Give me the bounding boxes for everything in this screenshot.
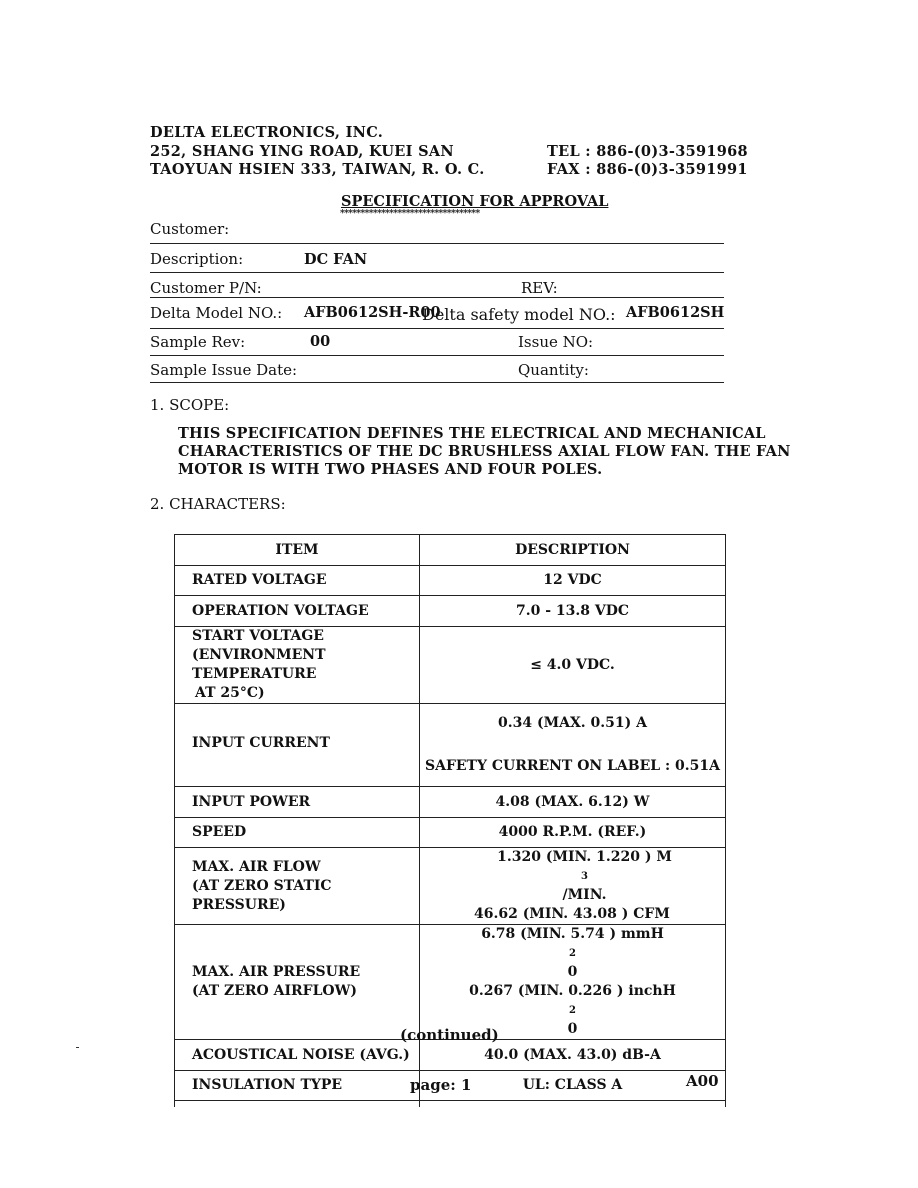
address-line-2: TAOYUAN HSIEN 333, TAIWAN, R. O. C.: [150, 161, 485, 178]
rev-label: REV:: [521, 279, 558, 297]
description-line: 0.34 (MAX. 0.51) A: [497, 715, 648, 731]
description-line: SAFETY CURRENT ON LABEL : 0.51A: [424, 758, 721, 774]
continued-note: (continued): [400, 1026, 499, 1044]
scope-line-1: THIS SPECIFICATION DEFINES THE ELECTRICAL AND MECHANICAL: [178, 425, 766, 442]
table-row-continuation: [175, 1101, 726, 1107]
table-row: [175, 627, 726, 704]
address-line-1: 252, SHANG YING ROAD, KUEI SAN: [150, 143, 454, 160]
sample-rev-label: Sample Rev:: [150, 333, 246, 351]
page-number: page: 1: [410, 1076, 472, 1094]
air-flow-unit: /MIN.: [562, 887, 607, 903]
telephone: TEL : 886-(0)3-3591968: [547, 143, 748, 160]
item-line: MAX. AIR FLOW: [192, 858, 321, 875]
divider: [150, 328, 724, 329]
description-cell: 40.0 (MAX. 43.0) dB-A: [420, 1040, 726, 1071]
air-pressure-unit-tail: 0: [567, 964, 578, 980]
description-value: DC FAN: [304, 251, 368, 268]
item-cell: [175, 925, 420, 1040]
item-cell: INPUT CURRENT: [175, 704, 420, 787]
description-cell: [420, 1101, 726, 1107]
item-cell: SPEED: [175, 818, 420, 848]
table-row: [175, 1040, 726, 1071]
superscript: 3: [581, 871, 588, 882]
customer-label: Customer:: [150, 220, 230, 238]
item-cell: [175, 848, 420, 925]
safety-model-value: AFB0612SH: [626, 304, 725, 321]
company-name: DELTA ELECTRONICS, INC.: [150, 124, 384, 141]
table-row: [175, 704, 726, 787]
title-stars: **********************************: [340, 209, 480, 219]
item-line: (AT ZERO STATIC PRESSURE): [192, 877, 332, 913]
item-cell: [175, 627, 420, 704]
safety-model-label: Delta safety model NO.:: [422, 305, 616, 324]
sample-issue-date-label: Sample Issue Date:: [150, 361, 298, 379]
description-cell: 4000 R.P.M. (REF.): [420, 818, 726, 848]
description-cell: 12 VDC: [420, 566, 726, 596]
issue-no-label: Issue NO:: [518, 333, 594, 351]
item-line: (AT ZERO AIRFLOW): [192, 983, 357, 999]
description-cell: [420, 925, 726, 1040]
item-cell: OPERATION VOLTAGE: [175, 596, 420, 627]
model-label: Delta Model NO.:: [150, 304, 283, 322]
item-line: MAX. AIR PRESSURE: [192, 964, 361, 980]
description-line: [420, 925, 725, 982]
air-flow-metric: 1.320 (MIN. 1.220 ) M: [497, 849, 672, 865]
scope-line-2: CHARACTERISTICS OF THE DC BRUSHLESS AXIAL FLOW FAN. THE FAN: [178, 443, 791, 460]
item-line: AT 25°C): [195, 685, 265, 701]
table-row: [175, 566, 726, 596]
subscript: 2: [569, 1005, 576, 1016]
scope-heading: 1. SCOPE:: [150, 396, 230, 414]
stray-mark: [76, 1047, 79, 1048]
quantity-label: Quantity:: [518, 361, 589, 379]
characters-heading: 2. CHARACTERS:: [150, 495, 286, 513]
divider: [150, 297, 724, 298]
item-line: START VOLTAGE: [192, 628, 324, 644]
column-header-description: DESCRIPTION: [420, 535, 726, 566]
description-cell: ≤ 4.0 VDC.: [420, 627, 726, 704]
table-row: [175, 818, 726, 848]
table-row: [175, 787, 726, 818]
customer-pn-label: Customer P/N:: [150, 279, 262, 297]
divider: [150, 272, 724, 273]
item-cell: [175, 1101, 420, 1107]
description-cell: UL: CLASS A: [420, 1071, 726, 1101]
description-cell: [420, 704, 726, 787]
description-line: [420, 848, 725, 905]
column-header-item: ITEM: [175, 535, 420, 566]
table-row: [175, 925, 726, 1040]
air-pressure-inch: 0.267 (MIN. 0.226 ) inchH: [469, 983, 676, 999]
description-cell: 7.0 - 13.8 VDC: [420, 596, 726, 627]
model-value: AFB0612SH-R00: [304, 304, 441, 321]
table-row: [175, 596, 726, 627]
table-row: [175, 848, 726, 925]
sample-rev-value: 00: [310, 333, 331, 350]
air-pressure-mm: 6.78 (MIN. 5.74 ) mmH: [481, 926, 664, 942]
description-cell: 4.08 (MAX. 6.12) W: [420, 787, 726, 818]
item-cell: INSULATION TYPE: [175, 1071, 420, 1101]
air-pressure-unit-tail: 0: [567, 1021, 578, 1037]
description-label: Description:: [150, 250, 244, 268]
characteristics-table: [174, 534, 726, 1107]
description-cell: [420, 848, 726, 925]
item-line: (ENVIRONMENT TEMPERATURE: [192, 647, 326, 682]
item-cell: INPUT POWER: [175, 787, 420, 818]
document-title: SPECIFICATION FOR APPROVAL: [341, 193, 609, 210]
revision-code: A00: [686, 1072, 719, 1090]
scope-line-3: MOTOR IS WITH TWO PHASES AND FOUR POLES.: [178, 461, 603, 478]
item-cell: RATED VOLTAGE: [175, 566, 420, 596]
divider: [150, 243, 724, 244]
divider: [150, 382, 724, 383]
fax: FAX : 886-(0)3-3591991: [547, 161, 748, 178]
description-line: 46.62 (MIN. 43.08 ) CFM: [474, 906, 670, 922]
subscript: 2: [569, 948, 576, 959]
table-header-row: [175, 535, 726, 566]
divider: [150, 355, 724, 356]
item-cell: ACOUSTICAL NOISE (AVG.): [175, 1040, 420, 1071]
